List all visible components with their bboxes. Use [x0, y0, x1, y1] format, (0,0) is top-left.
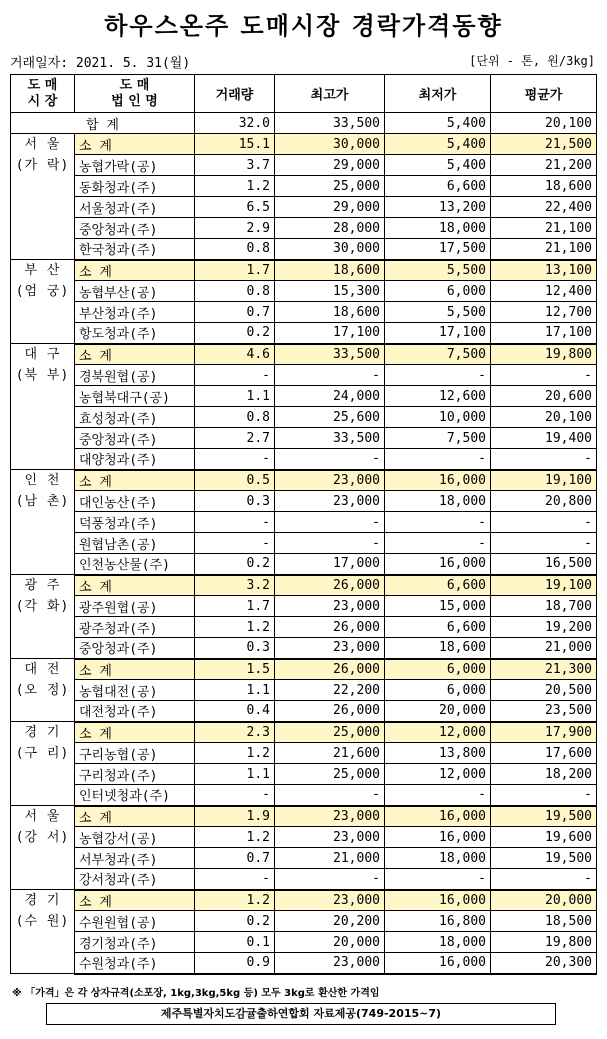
cell-volume: - [195, 869, 275, 890]
table-row [11, 554, 597, 575]
cell-volume: 0.3 [195, 491, 275, 512]
corp-name: 한국청과(주) [75, 239, 195, 260]
region-label: (강 서) [15, 830, 70, 845]
cell-max: 20,000 [275, 932, 385, 953]
total-volume: 32.0 [195, 113, 275, 134]
subtotal-volume: 1.5 [195, 659, 275, 680]
region-cell [11, 134, 75, 260]
cell-volume: 6.5 [195, 197, 275, 218]
table-row [11, 743, 597, 764]
corp-name: 농협강서(공) [75, 827, 195, 848]
cell-volume: 0.7 [195, 302, 275, 323]
corp-name: 농협대전(공) [75, 680, 195, 701]
region-cell [11, 722, 75, 806]
subtotal-max: 23,000 [275, 890, 385, 911]
header-corp: 도 매 법 인 명 [75, 75, 195, 113]
corp-name: 서부청과(주) [75, 848, 195, 869]
region-cell [11, 659, 75, 722]
corp-name: 광주원협(공) [75, 596, 195, 617]
corp-name: 강서청과(주) [75, 869, 195, 890]
cell-min: 6,000 [385, 680, 491, 701]
cell-min: - [385, 365, 491, 386]
region-label: 경 기 [24, 725, 61, 740]
cell-min: 6,600 [385, 176, 491, 197]
corp-name: 중앙청과(주) [75, 218, 195, 239]
subtotal-min: 16,000 [385, 806, 491, 827]
header-max: 최고가 [275, 75, 385, 113]
subtotal-avg: 17,900 [491, 722, 597, 743]
corp-name: 인천농산물(주) [75, 554, 195, 575]
subtotal-row [11, 260, 597, 281]
cell-volume: 0.8 [195, 281, 275, 302]
table-row [11, 323, 597, 344]
cell-avg: 19,600 [491, 827, 597, 848]
subtotal-max: 25,000 [275, 722, 385, 743]
subtotal-avg: 21,500 [491, 134, 597, 155]
corp-name: 농협가락(공) [75, 155, 195, 176]
subtotal-volume: 4.6 [195, 344, 275, 365]
cell-max: 21,000 [275, 848, 385, 869]
subtotal-label: 소 계 [75, 470, 195, 491]
header-region: 도 매 시 장 [11, 75, 75, 113]
cell-max: 17,100 [275, 323, 385, 344]
cell-avg: 18,500 [491, 911, 597, 932]
cell-min: 6,600 [385, 617, 491, 638]
total-avg: 20,100 [491, 113, 597, 134]
cell-max: 23,000 [275, 491, 385, 512]
corp-name: 농협북대구(공) [75, 386, 195, 407]
cell-min: 17,100 [385, 323, 491, 344]
cell-max: 22,200 [275, 680, 385, 701]
cell-max: 18,600 [275, 302, 385, 323]
cell-avg: 19,800 [491, 932, 597, 953]
table-row [11, 386, 597, 407]
cell-avg: 19,500 [491, 848, 597, 869]
region-label: 부 산 [24, 263, 61, 278]
subtotal-label: 소 계 [75, 659, 195, 680]
table-row [11, 638, 597, 659]
table-row [11, 848, 597, 869]
table-row [11, 533, 597, 554]
cell-max: 20,200 [275, 911, 385, 932]
table-row [11, 953, 597, 974]
cell-avg: 16,500 [491, 554, 597, 575]
cell-avg: 18,200 [491, 764, 597, 785]
table-body [11, 113, 597, 974]
cell-avg: 19,400 [491, 428, 597, 449]
region-label: (오 정) [15, 683, 70, 698]
cell-max: 23,000 [275, 638, 385, 659]
subtotal-label: 소 계 [75, 575, 195, 596]
cell-min: 18,000 [385, 932, 491, 953]
cell-max: - [275, 449, 385, 470]
table-row [11, 491, 597, 512]
subtotal-avg: 21,300 [491, 659, 597, 680]
cell-max: 25,000 [275, 764, 385, 785]
cell-max: 23,000 [275, 827, 385, 848]
corp-name: 동화청과(주) [75, 176, 195, 197]
cell-min: 5,500 [385, 302, 491, 323]
subtotal-min: 16,000 [385, 470, 491, 491]
table-row [11, 365, 597, 386]
unit-label: [단위 - 톤, 원/3kg] [469, 54, 595, 68]
subtotal-avg: 19,100 [491, 470, 597, 491]
cell-volume: 0.8 [195, 407, 275, 428]
cell-max: 25,600 [275, 407, 385, 428]
subtotal-row [11, 659, 597, 680]
subtotal-max: 26,000 [275, 659, 385, 680]
cell-avg: 21,200 [491, 155, 597, 176]
cell-avg: 20,100 [491, 407, 597, 428]
corp-name: 대인농산(주) [75, 491, 195, 512]
subtotal-avg: 13,100 [491, 260, 597, 281]
cell-volume: 1.2 [195, 827, 275, 848]
cell-max: - [275, 785, 385, 806]
subtotal-min: 6,000 [385, 659, 491, 680]
source-box: 제주특별자치도감귤출하연합회 자료제공(749-2015~7) [46, 1003, 556, 1025]
cell-max: 26,000 [275, 701, 385, 722]
corp-name: 덕풍청과(주) [75, 512, 195, 533]
total-min: 5,400 [385, 113, 491, 134]
subtotal-volume: 1.9 [195, 806, 275, 827]
subtotal-volume: 1.7 [195, 260, 275, 281]
table-row [11, 680, 597, 701]
region-label: 서 울 [24, 809, 61, 824]
subtotal-min: 12,000 [385, 722, 491, 743]
cell-max: - [275, 512, 385, 533]
cell-min: 5,400 [385, 155, 491, 176]
cell-min: 15,000 [385, 596, 491, 617]
cell-avg: 23,500 [491, 701, 597, 722]
table-row [11, 785, 597, 806]
cell-max: 23,000 [275, 596, 385, 617]
cell-volume: 1.2 [195, 176, 275, 197]
corp-name: 원협남촌(공) [75, 533, 195, 554]
cell-max: 21,600 [275, 743, 385, 764]
region-label: 광 주 [24, 578, 61, 593]
corp-name: 부산청과(주) [75, 302, 195, 323]
corp-name: 농협부산(공) [75, 281, 195, 302]
cell-min: 18,000 [385, 218, 491, 239]
region-label: (수 원) [15, 914, 70, 929]
cell-volume: 0.2 [195, 911, 275, 932]
table-row [11, 932, 597, 953]
cell-avg: 18,600 [491, 176, 597, 197]
corp-name: 수원원협(공) [75, 911, 195, 932]
cell-min: 13,800 [385, 743, 491, 764]
cell-min: 18,000 [385, 491, 491, 512]
cell-volume: - [195, 512, 275, 533]
cell-min: 18,600 [385, 638, 491, 659]
cell-avg: 20,300 [491, 953, 597, 974]
region-cell [11, 260, 75, 344]
cell-volume: 0.2 [195, 554, 275, 575]
cell-avg: 21,100 [491, 239, 597, 260]
subtotal-volume: 15.1 [195, 134, 275, 155]
cell-max: 15,300 [275, 281, 385, 302]
cell-avg: - [491, 365, 597, 386]
subtotal-row [11, 470, 597, 491]
cell-volume: - [195, 365, 275, 386]
region-label: (남 촌) [15, 494, 70, 509]
cell-avg: 12,400 [491, 281, 597, 302]
cell-volume: 0.9 [195, 953, 275, 974]
cell-avg: 20,600 [491, 386, 597, 407]
cell-min: 18,000 [385, 848, 491, 869]
corp-name: 중앙청과(주) [75, 638, 195, 659]
table-row [11, 701, 597, 722]
table-row [11, 218, 597, 239]
subtotal-max: 33,500 [275, 344, 385, 365]
cell-avg: 17,600 [491, 743, 597, 764]
header-row [11, 75, 597, 113]
cell-max: 30,000 [275, 239, 385, 260]
subtotal-avg: 19,100 [491, 575, 597, 596]
cell-min: - [385, 785, 491, 806]
cell-volume: 0.8 [195, 239, 275, 260]
cell-volume: 1.2 [195, 743, 275, 764]
corp-name: 구리청과(주) [75, 764, 195, 785]
region-label: (엄 궁) [15, 284, 70, 299]
table-row [11, 911, 597, 932]
cell-volume: 1.7 [195, 596, 275, 617]
cell-avg: 20,800 [491, 491, 597, 512]
cell-max: - [275, 365, 385, 386]
cell-max: 24,000 [275, 386, 385, 407]
cell-min: 12,000 [385, 764, 491, 785]
cell-volume: 0.4 [195, 701, 275, 722]
subtotal-label: 소 계 [75, 260, 195, 281]
subtotal-volume: 0.5 [195, 470, 275, 491]
subtotal-max: 18,600 [275, 260, 385, 281]
subtotal-label: 소 계 [75, 134, 195, 155]
cell-volume: - [195, 785, 275, 806]
corp-name: 경북원협(공) [75, 365, 195, 386]
total-label: 합 계 [11, 113, 195, 134]
cell-avg: 19,200 [491, 617, 597, 638]
corp-name: 경기청과(주) [75, 932, 195, 953]
table-row [11, 176, 597, 197]
region-label: (구 리) [15, 746, 70, 761]
cell-volume: - [195, 449, 275, 470]
cell-max: 17,000 [275, 554, 385, 575]
subtotal-label: 소 계 [75, 806, 195, 827]
subtotal-max: 23,000 [275, 470, 385, 491]
cell-avg: 21,100 [491, 218, 597, 239]
total-max: 33,500 [275, 113, 385, 134]
corp-name: 서울청과(주) [75, 197, 195, 218]
subtotal-label: 소 계 [75, 722, 195, 743]
table-row [11, 239, 597, 260]
subtotal-row [11, 722, 597, 743]
table-row [11, 197, 597, 218]
cell-max: 23,000 [275, 953, 385, 974]
cell-min: 6,000 [385, 281, 491, 302]
cell-volume: - [195, 533, 275, 554]
page-title: 하우스온주 도매시장 경락가격동향 [104, 12, 503, 40]
date-row [10, 52, 595, 70]
cell-avg: - [491, 785, 597, 806]
subtotal-avg: 19,500 [491, 806, 597, 827]
corp-name: 대전청과(주) [75, 701, 195, 722]
corp-name: 구리농협(공) [75, 743, 195, 764]
subtotal-max: 26,000 [275, 575, 385, 596]
region-label: 서 울 [24, 137, 61, 152]
total-row [11, 113, 597, 134]
cell-min: 16,000 [385, 554, 491, 575]
table-row [11, 155, 597, 176]
corp-name: 효성청과(주) [75, 407, 195, 428]
corp-name: 인터넷청과(주) [75, 785, 195, 806]
cell-avg: 20,500 [491, 680, 597, 701]
cell-volume: 1.1 [195, 764, 275, 785]
footnote: ※ 「가격」은 각 상자규격(소포장, 1kg,3kg,5kg 등) 모두 3kg로 환산한 가격임 [12, 988, 380, 999]
region-cell [11, 344, 75, 470]
cell-max: - [275, 533, 385, 554]
subtotal-row [11, 575, 597, 596]
price-table [10, 74, 597, 975]
cell-min: 16,000 [385, 953, 491, 974]
table-row [11, 428, 597, 449]
subtotal-max: 30,000 [275, 134, 385, 155]
subtotal-row [11, 890, 597, 911]
subtotal-min: 5,500 [385, 260, 491, 281]
cell-volume: 2.9 [195, 218, 275, 239]
table-row [11, 596, 597, 617]
cell-avg: 21,000 [491, 638, 597, 659]
cell-min: 20,000 [385, 701, 491, 722]
cell-min: 16,000 [385, 827, 491, 848]
cell-volume: 2.7 [195, 428, 275, 449]
cell-min: 10,000 [385, 407, 491, 428]
subtotal-volume: 1.2 [195, 890, 275, 911]
subtotal-min: 5,400 [385, 134, 491, 155]
corp-name: 중앙청과(주) [75, 428, 195, 449]
cell-volume: 0.3 [195, 638, 275, 659]
subtotal-volume: 3.2 [195, 575, 275, 596]
region-label: 인 천 [24, 473, 61, 488]
cell-avg: 17,100 [491, 323, 597, 344]
table-row [11, 449, 597, 470]
cell-max: 26,000 [275, 617, 385, 638]
subtotal-row [11, 344, 597, 365]
subtotal-row [11, 134, 597, 155]
cell-volume: 1.1 [195, 680, 275, 701]
cell-volume: 0.2 [195, 323, 275, 344]
subtotal-avg: 19,800 [491, 344, 597, 365]
header-avg: 평균가 [491, 75, 597, 113]
cell-max: 33,500 [275, 428, 385, 449]
cell-volume: 0.7 [195, 848, 275, 869]
header-min: 최저가 [385, 75, 491, 113]
corp-name: 대양청과(주) [75, 449, 195, 470]
subtotal-avg: 20,000 [491, 890, 597, 911]
trade-date: 거래일자: 2021. 5. 31(월) [10, 56, 191, 71]
table-row [11, 827, 597, 848]
corp-name: 광주청과(주) [75, 617, 195, 638]
cell-min: - [385, 533, 491, 554]
cell-min: 17,500 [385, 239, 491, 260]
region-label: (가 락) [15, 158, 70, 173]
cell-avg: 22,400 [491, 197, 597, 218]
cell-max: - [275, 869, 385, 890]
cell-max: 29,000 [275, 155, 385, 176]
table-row [11, 764, 597, 785]
cell-volume: 0.1 [195, 932, 275, 953]
cell-volume: 3.7 [195, 155, 275, 176]
region-label: (각 화) [15, 599, 70, 614]
cell-volume: 1.2 [195, 617, 275, 638]
cell-min: - [385, 449, 491, 470]
subtotal-row [11, 806, 597, 827]
header-volume: 거래량 [195, 75, 275, 113]
region-label: 대 전 [24, 662, 61, 677]
subtotal-volume: 2.3 [195, 722, 275, 743]
cell-min: - [385, 869, 491, 890]
corp-name: 수원청과(주) [75, 953, 195, 974]
subtotal-max: 23,000 [275, 806, 385, 827]
cell-avg: 18,700 [491, 596, 597, 617]
region-cell [11, 470, 75, 575]
cell-avg: 12,700 [491, 302, 597, 323]
table-row [11, 617, 597, 638]
cell-avg: - [491, 512, 597, 533]
subtotal-min: 6,600 [385, 575, 491, 596]
region-label: 대 구 [24, 347, 61, 362]
subtotal-min: 16,000 [385, 890, 491, 911]
subtotal-min: 7,500 [385, 344, 491, 365]
region-cell [11, 575, 75, 659]
cell-min: - [385, 512, 491, 533]
subtotal-label: 소 계 [75, 890, 195, 911]
table-row [11, 281, 597, 302]
cell-max: 28,000 [275, 218, 385, 239]
cell-min: 13,200 [385, 197, 491, 218]
table-row [11, 302, 597, 323]
cell-max: 29,000 [275, 197, 385, 218]
cell-max: 25,000 [275, 176, 385, 197]
cell-min: 7,500 [385, 428, 491, 449]
table-row [11, 407, 597, 428]
corp-name: 항도청과(주) [75, 323, 195, 344]
cell-volume: 1.1 [195, 386, 275, 407]
cell-avg: - [491, 869, 597, 890]
cell-min: 12,600 [385, 386, 491, 407]
cell-avg: - [491, 449, 597, 470]
cell-min: 16,800 [385, 911, 491, 932]
cell-avg: - [491, 533, 597, 554]
subtotal-label: 소 계 [75, 344, 195, 365]
region-label: (북 부) [15, 368, 70, 383]
region-cell [11, 806, 75, 890]
region-label: 경 기 [24, 893, 61, 908]
table-row [11, 512, 597, 533]
region-cell [11, 890, 75, 974]
table-row [11, 869, 597, 890]
